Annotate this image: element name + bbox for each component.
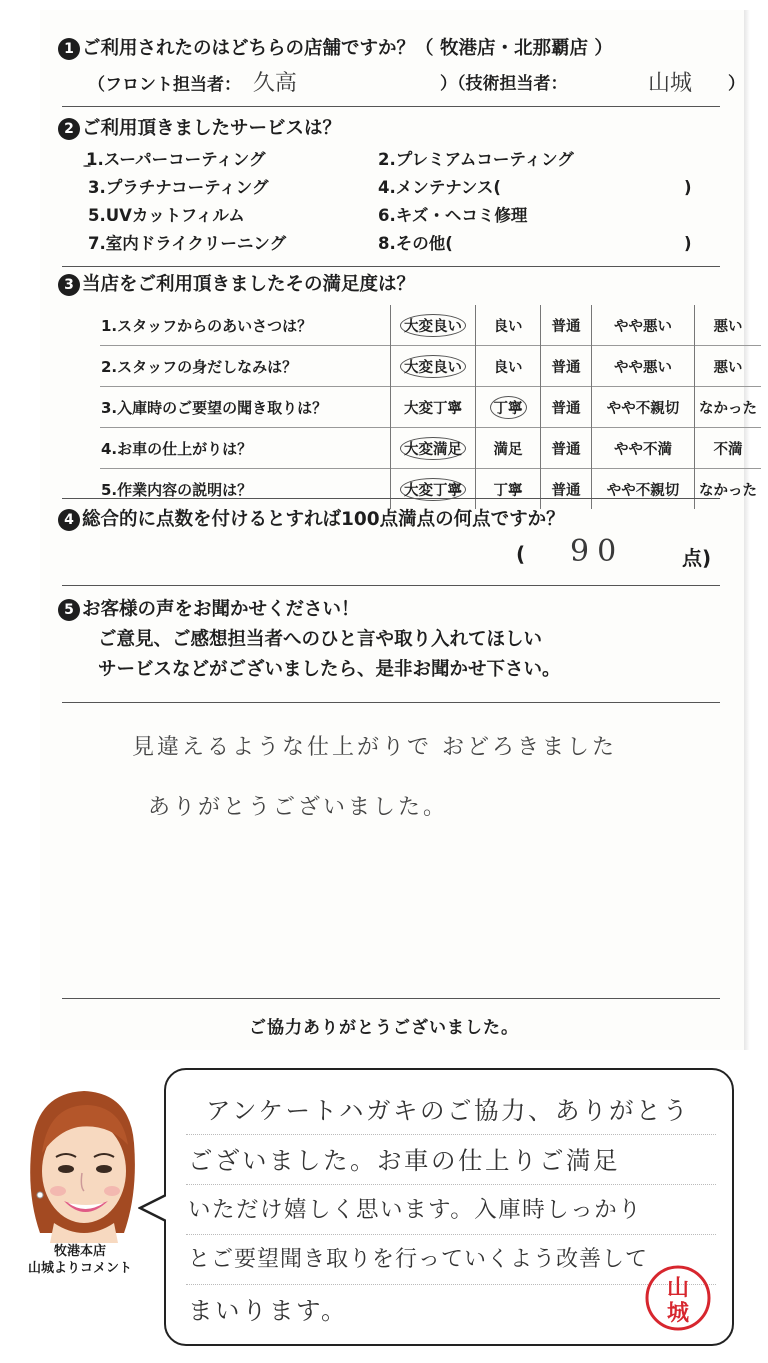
number-2-icon: 2 xyxy=(58,118,80,140)
q5-line3: サービスなどがございましたら、是非お聞かせ下さい。 xyxy=(98,659,561,680)
selected-answer: 大変良い xyxy=(400,355,466,378)
staff-store-name: 牧港本店 xyxy=(53,1244,106,1259)
number-5-icon: 5 xyxy=(58,599,80,621)
tech-staff-value: 山城 xyxy=(648,71,693,96)
table-row: 1.スタッフからのあいさつは？ 大変良い 良い 普通 やや悪い 悪い xyxy=(100,305,761,346)
divider xyxy=(62,585,720,586)
svg-text:山: 山 xyxy=(666,1275,690,1301)
ruled-line xyxy=(186,1134,716,1135)
selected-answer: 大変満足 xyxy=(400,437,466,460)
staff-avatar-illustration xyxy=(18,1083,146,1243)
service-option: 8.その他( ) xyxy=(378,234,692,253)
service-option: 2.プレミアムコーティング xyxy=(378,150,574,169)
q4-heading: 総合的に点数を付けるとすれば100点満点の何点ですか？ xyxy=(82,509,565,530)
question-5 xyxy=(58,597,738,683)
q3-heading: 当店をご利用頂きましたその満足度は？ xyxy=(82,274,416,295)
front-staff-label: （フロント担当者： xyxy=(88,75,241,95)
service-option: 5.UVカットフィルム xyxy=(88,206,245,225)
service-option: 1.スーパーコーティング xyxy=(88,146,378,173)
selected-answer: 大変良い xyxy=(400,314,466,337)
service-option: 6.キズ・ヘコミ修理 xyxy=(378,206,528,225)
tech-staff-label: ）（技術担当者： xyxy=(440,74,568,94)
divider xyxy=(62,106,720,107)
table-row: 4.お車の仕上がりは？ 大変満足 満足 普通 やや不満 不満 xyxy=(100,428,761,469)
score-value: 90 xyxy=(570,534,625,569)
comment-line: まいります。 xyxy=(188,1296,349,1325)
ruled-line xyxy=(186,1184,716,1185)
customer-comment-line2: ありがとうございました。 xyxy=(148,795,449,820)
question-2 xyxy=(58,116,738,257)
score-unit: 点) xyxy=(682,546,712,570)
customer-comment-line1: 見違えるような仕上がりで おどろきました xyxy=(132,735,617,760)
number-4-icon: 4 xyxy=(58,509,80,531)
footer-thanks: ご協力ありがとうございました。 xyxy=(249,1018,519,1038)
comment-line: いただけ嬉しく思います。入庫時しっかり xyxy=(188,1197,643,1223)
row-question: 5.作業内容の説明は？ xyxy=(100,469,391,510)
q2-heading: ご利用頂きましたサービスは？ xyxy=(82,118,342,139)
question-4 xyxy=(58,507,738,533)
q1-heading: ご利用されたのはどちらの店舗ですか？（ 牧港店・北那覇店 ） xyxy=(82,38,613,59)
question-3 xyxy=(58,272,738,298)
bubble-tail-icon xyxy=(138,1188,170,1228)
service-option: 4.メンテナンス( ) xyxy=(378,178,692,197)
q5-line2: ご意見、ご感想担当者へのひと言や取り入れてほしい xyxy=(98,629,543,650)
table-row: 5.作業内容の説明は？ 大変丁寧 丁寧 普通 やや不親切 なかった xyxy=(100,469,761,510)
comment-line: とご要望聞き取りを行っていくよう改善して xyxy=(188,1247,649,1272)
number-3-icon: 3 xyxy=(58,274,80,296)
score-open-paren: ( xyxy=(516,542,526,566)
staff-comment-label: 山城よりコメント xyxy=(27,1261,132,1276)
selected-answer: 丁寧 xyxy=(490,396,527,419)
satisfaction-table xyxy=(100,305,761,509)
row-question: 1.スタッフからのあいさつは？ xyxy=(101,316,313,335)
front-staff-value: 久高 xyxy=(252,71,297,96)
card-edge-shadow xyxy=(744,10,750,1050)
table-row: 3.入庫時のご要望の聞き取りは？ 大変丁寧 丁寧 普通 やや不親切 なかった xyxy=(100,387,761,428)
ruled-line xyxy=(186,1234,716,1235)
q5-heading: お客様の声をお聞かせください！ xyxy=(82,599,360,620)
question-1 xyxy=(58,36,745,99)
table-row: 2.スタッフの身だしなみは？ 大変良い 良い 普通 やや悪い 悪い xyxy=(100,346,761,387)
divider xyxy=(62,998,720,999)
row-question: 3.入庫時のご要望の聞き取りは？ xyxy=(100,387,391,428)
service-option: 7.室内ドライクリーニング xyxy=(88,234,287,253)
divider xyxy=(62,498,720,499)
selected-answer: 大変丁寧 xyxy=(400,478,466,501)
staff-caption xyxy=(10,1243,150,1277)
svg-text:城: 城 xyxy=(666,1300,690,1326)
comment-line: ございました。お車の仕上りご満足 xyxy=(188,1146,620,1175)
number-1-icon: 1 xyxy=(58,38,80,60)
divider xyxy=(62,702,720,703)
name-stamp-seal xyxy=(644,1264,712,1332)
divider xyxy=(62,266,720,267)
ruled-line xyxy=(186,1284,716,1285)
row-question: 2.スタッフの身だしなみは？ xyxy=(100,346,391,387)
service-option: 3.プラチナコーティング xyxy=(88,178,269,197)
row-question: 4.お車の仕上がりは？ xyxy=(100,428,391,469)
comment-line: アンケートハガキのご協力、ありがとう xyxy=(206,1096,691,1125)
q1-close: ） xyxy=(728,74,745,94)
